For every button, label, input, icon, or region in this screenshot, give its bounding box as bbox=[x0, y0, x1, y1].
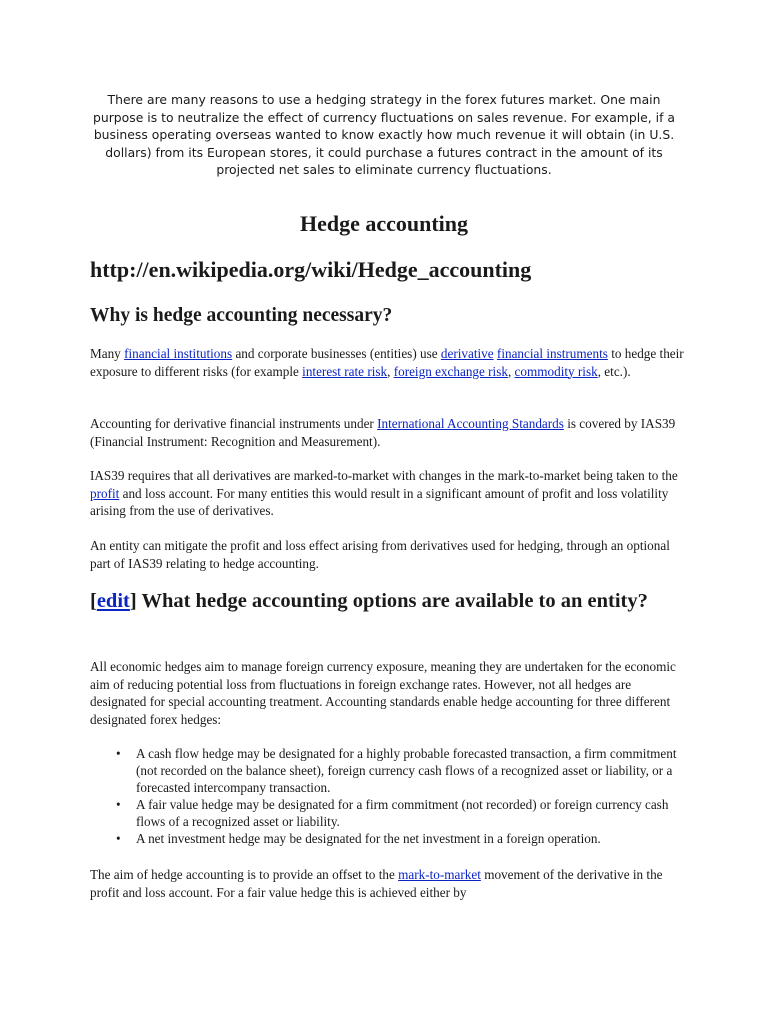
paragraph-mitigation: An entity can mitigate the profit and loss effect arising from derivatives used for hedging, through an optional part of IAS39 relating to hedge accounting. bbox=[90, 538, 670, 571]
link-interest-rate-risk[interactable]: interest rate risk bbox=[302, 363, 388, 379]
link-commodity-risk[interactable]: commodity risk bbox=[514, 363, 598, 379]
paragraph-ias39-requirements bbox=[90, 467, 690, 520]
link-financial-instruments[interactable]: financial instruments bbox=[496, 346, 608, 361]
list-item-text: A fair value hedge may be designated for a firm commitment (not recorded) or foreign currency cash flows of a recognized asset or liability. bbox=[136, 797, 669, 829]
options-heading-text: What hedge accounting options are available to an entity? bbox=[136, 590, 648, 612]
options-heading bbox=[90, 589, 690, 614]
bullet-icon: • bbox=[116, 797, 121, 812]
link-international-accounting-standards[interactable]: International Accounting Standards bbox=[377, 416, 564, 431]
link-foreign-exchange-risk[interactable]: foreign exchange risk bbox=[393, 363, 508, 379]
bracket-close: ] bbox=[129, 590, 137, 612]
link-derivative[interactable]: derivative bbox=[440, 346, 494, 361]
link-mark-to-market[interactable]: mark-to-market bbox=[398, 867, 481, 882]
page-title: Hedge accounting bbox=[299, 211, 469, 236]
list-item-text: A cash flow hedge may be designated for a highly probable forecasted transaction, a firm commitment (not recorded on the balance sheet), foreign currency cash flows of a recognized asset or liability, or a forecasted intercompany transaction. bbox=[136, 746, 677, 795]
text: Many bbox=[90, 346, 125, 361]
list-item bbox=[114, 745, 694, 796]
bullet-icon: • bbox=[116, 831, 121, 846]
edit-link[interactable]: edit bbox=[96, 590, 130, 612]
list-item bbox=[114, 830, 694, 847]
paragraph-derivatives-usage bbox=[90, 345, 690, 380]
list-item-text: A net investment hedge may be designated for the net investment in a foreign operation. bbox=[136, 831, 601, 846]
text: , bbox=[507, 363, 515, 379]
source-url-heading: http://en.wikipedia.org/wiki/Hedge_accounting bbox=[90, 257, 532, 282]
paragraph-ias39-coverage bbox=[90, 415, 690, 450]
text: The aim of hedge accounting is to provide an offset to the bbox=[90, 867, 399, 882]
list-item bbox=[114, 796, 694, 830]
intro-paragraph: There are many reasons to use a hedging strategy in the forex futures market. One main purpose is to neutralize the effect of currency fluctuations on sales revenue. For example, if a business operating overseas wanted to know exactly how much revenue it will obtain (in U.S. dollars) from its European stores, it could purchase a futures contract in the amount of its projected net sales to eliminate currency fluctuations. bbox=[92, 92, 676, 177]
bracket-open: [ bbox=[90, 590, 97, 612]
text: is covered by IAS39 (Financial Instrument: Recognition and Measurement). bbox=[90, 416, 676, 449]
hedge-types-list bbox=[114, 745, 694, 847]
text: , bbox=[387, 363, 394, 379]
text: and corporate businesses (entities) use bbox=[232, 346, 441, 361]
text: , etc.). bbox=[597, 363, 631, 379]
text: and loss account. For many entities this would result in a significant amount of profit and loss volatility arising from the use of derivatives. bbox=[90, 485, 669, 518]
link-financial-institutions[interactable]: financial institutions bbox=[124, 346, 233, 361]
text: IAS39 requires that all derivatives are marked-to-market with changes in the mark-to-market being taken to the bbox=[90, 468, 678, 483]
text: Accounting for derivative financial instruments under bbox=[90, 416, 378, 431]
why-heading: Why is hedge accounting necessary? bbox=[90, 305, 393, 326]
paragraph-hedge-aim bbox=[90, 866, 690, 901]
bullet-icon: • bbox=[116, 746, 121, 761]
paragraph-economic-hedges: All economic hedges aim to manage foreign currency exposure, meaning they are undertaken for the economic aim of reducing potential loss from fluctuations in foreign exchange rates. However, not all hedges are designated for special accounting treatment. Accounting standards enable hedge accounting for three different designated forex hedges: bbox=[90, 659, 676, 727]
text: to hedge their exposure to different risks (for example bbox=[90, 346, 684, 379]
link-profit[interactable]: profit bbox=[90, 485, 120, 501]
text: movement of the derivative in the profit and loss account. For a fair value hedge this is achieved either by bbox=[90, 867, 663, 900]
